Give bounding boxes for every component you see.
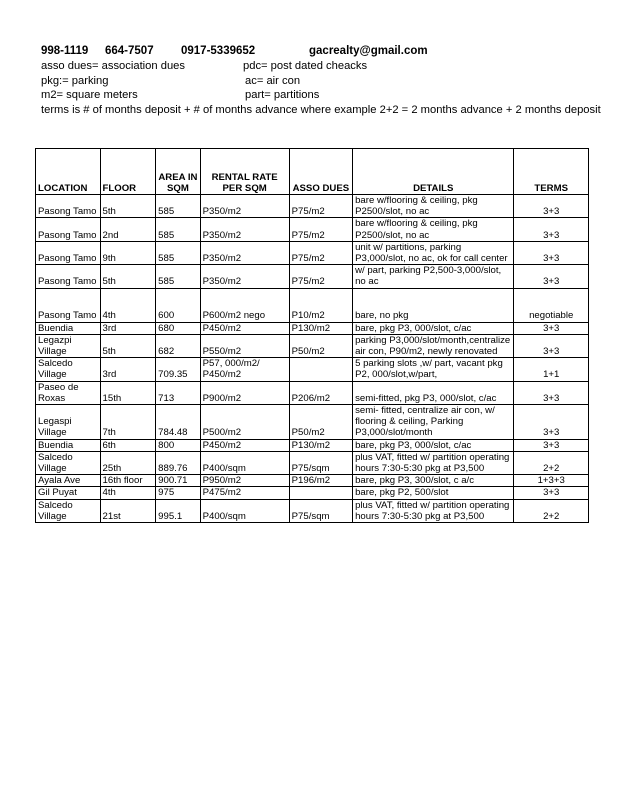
cell-asso: P75/m2 [289,195,352,218]
cell-terms: negotiable [514,288,589,322]
cell-area: 585 [156,195,201,218]
cell-asso: P10/m2 [289,288,352,322]
cell-details: bare w/flooring & ceiling, pkg P2500/slot, no ac [353,195,514,218]
cell-rate: P950/m2 [200,475,289,487]
cell-floor: 16th floor [100,475,156,487]
header-location: LOCATION [36,149,101,195]
mobile-number: 0917-5339652 [181,45,256,57]
legend-pkg: pkg:= parking [41,74,109,87]
cell-rate: P475/m2 [200,487,289,499]
cell-details: plus VAT, fitted w/ partition operating hours 7:30-5:30 pkg at P3,500 [353,451,514,474]
legend-asso: asso dues= association dues [41,60,185,72]
cell-asso: P206/m2 [289,381,352,404]
cell-floor: 21st [100,499,156,522]
cell-terms: 3+3 [514,322,589,334]
table-body [36,195,589,523]
cell-terms: 3+3 [514,265,589,288]
header-details: DETAILS [353,149,514,195]
legend-part: part= partitions [245,89,320,102]
cell-floor: 9th [100,241,156,264]
cell-terms: 3+3 [514,334,589,357]
cell-details: bare, pkg P3, 000/slot, c/ac [353,439,514,451]
legend-ac: ac= air con [245,74,301,87]
cell-area: 680 [156,322,201,334]
cell-area: 800 [156,439,201,451]
table-row [36,322,589,334]
cell-location: Salcedo Village [36,358,101,381]
cell-floor: 7th [100,405,156,440]
table-row [36,265,589,288]
cell-area: 709.35 [156,358,201,381]
cell-location: Legaspi Village [36,405,101,440]
table-row [36,195,589,218]
cell-area: 585 [156,218,201,241]
cell-details: bare, pkg P3, 000/slot, c/ac [353,322,514,334]
table-row [36,451,589,474]
table-row [36,218,589,241]
cell-asso: P75/sqm [289,451,352,474]
header-floor: FLOOR [100,149,156,195]
cell-location: Gil Puyat [36,487,101,499]
legend-terms: terms is # of months deposit + # of months advance where example 2+2 = 2 months advance + 2 months deposit [41,103,601,116]
cell-details: w/ part, parking P2,500-3,000/slot, no ac [353,265,514,288]
legend-m2: m2= square meters [41,89,138,102]
cell-asso: P75/sqm [289,499,352,522]
table-row [36,381,589,404]
cell-area: 995.1 [156,499,201,522]
cell-details: unit w/ partitions, parking P3,000/slot, no ac, ok for call center [353,241,514,264]
table-row [36,334,589,357]
cell-area: 975 [156,487,201,499]
cell-asso: P50/m2 [289,405,352,440]
cell-terms: 3+3 [514,381,589,404]
cell-location: Pasong Tamo [36,288,101,322]
cell-floor: 4th [100,288,156,322]
legend-row-2 [41,74,601,89]
cell-terms: 3+3 [514,487,589,499]
cell-details: bare, pkg P3, 300/slot, c a/c [353,475,514,487]
phone-number-2: 664-7507 [105,45,154,57]
cell-location: Pasong Tamo [36,241,101,264]
cell-terms: 3+3 [514,218,589,241]
cell-area: 784.48 [156,405,201,440]
table-row [36,358,589,381]
document-header [41,44,601,117]
cell-rate: P900/m2 [200,381,289,404]
cell-floor: 5th [100,265,156,288]
cell-rate: P500/m2 [200,405,289,440]
cell-rate: P450/m2 [200,322,289,334]
email-address: gacrealty@gmail.com [309,45,428,57]
legend-row-1 [41,59,601,74]
table-row [36,405,589,440]
header-rental-rate: RENTAL RATE PER SQM [200,149,289,195]
cell-location: Legazpi Village [36,334,101,357]
cell-floor: 5th [100,195,156,218]
cell-rate: P600/m2 nego [200,288,289,322]
cell-details: plus VAT, fitted w/ partition operating hours 7:30-5:30 pkg at P3,500 [353,499,514,522]
contact-line [41,44,601,59]
cell-area: 889.76 [156,451,201,474]
rental-listing-table [35,148,589,523]
phone-number-1: 998-1119 [41,45,89,57]
table-header-row [36,149,589,195]
cell-asso: P50/m2 [289,334,352,357]
legend-pdc: pdc= post dated cheacks [243,60,368,72]
cell-floor: 2nd [100,218,156,241]
legend-row-3 [41,88,601,103]
cell-location: Buendia [36,322,101,334]
cell-terms: 3+3 [514,241,589,264]
cell-location: Buendia [36,439,101,451]
cell-location: Pasong Tamo [36,195,101,218]
cell-details: semi- fitted, centralize air con, w/ flooring & ceiling, Parking P3,000/slot/month [353,405,514,440]
cell-asso: P130/m2 [289,439,352,451]
header-terms: TERMS [514,149,589,195]
cell-floor: 25th [100,451,156,474]
cell-area: 600 [156,288,201,322]
cell-asso: P75/m2 [289,241,352,264]
cell-asso [289,358,352,381]
cell-rate: P350/m2 [200,195,289,218]
cell-area: 682 [156,334,201,357]
cell-location: Ayala Ave [36,475,101,487]
cell-floor: 5th [100,334,156,357]
cell-location: Pasong Tamo [36,218,101,241]
cell-location: Salcedo Village [36,499,101,522]
cell-details: semi-fitted, pkg P3, 000/slot, c/ac [353,381,514,404]
cell-floor: 15th [100,381,156,404]
cell-rate: P450/m2 [200,439,289,451]
table-row [36,241,589,264]
table-row [36,487,589,499]
table-row [36,439,589,451]
cell-terms: 3+3 [514,405,589,440]
cell-rate: P350/m2 [200,241,289,264]
cell-details: bare, pkg P2, 500/slot [353,487,514,499]
table-row [36,475,589,487]
cell-asso: P130/m2 [289,322,352,334]
cell-location: Salcedo Village [36,451,101,474]
cell-terms: 1+3+3 [514,475,589,487]
cell-rate: P350/m2 [200,265,289,288]
header-asso-dues: ASSO DUES [289,149,352,195]
cell-terms: 3+3 [514,195,589,218]
cell-terms: 2+2 [514,451,589,474]
cell-floor: 3rd [100,358,156,381]
cell-rate: P400/sqm [200,451,289,474]
cell-area: 585 [156,265,201,288]
header-area: AREA IN SQM [156,149,201,195]
cell-area: 900.71 [156,475,201,487]
cell-floor: 4th [100,487,156,499]
table-row [36,288,589,322]
cell-terms: 3+3 [514,439,589,451]
cell-location: Pasong Tamo [36,265,101,288]
cell-asso [289,487,352,499]
cell-details: bare w/flooring & ceiling, pkg P2500/slot, no ac [353,218,514,241]
cell-rate: P400/sqm [200,499,289,522]
cell-asso: P196/m2 [289,475,352,487]
cell-area: 713 [156,381,201,404]
cell-floor: 6th [100,439,156,451]
cell-area: 585 [156,241,201,264]
cell-asso: P75/m2 [289,218,352,241]
cell-rate: P550/m2 [200,334,289,357]
cell-details: bare, no pkg [353,288,514,322]
cell-terms: 1+1 [514,358,589,381]
cell-location: Paseo de Roxas [36,381,101,404]
table-row [36,499,589,522]
cell-rate: P57, 000/m2/ P450/m2 [200,358,289,381]
cell-asso: P75/m2 [289,265,352,288]
cell-terms: 2+2 [514,499,589,522]
cell-floor: 3rd [100,322,156,334]
cell-details: parking P3,000/slot/month,centralize air con, P90/m2, newly renovated [353,334,514,357]
cell-details: 5 parking slots ,w/ part, vacant pkg P2, 000/slot,w/part, [353,358,514,381]
cell-rate: P350/m2 [200,218,289,241]
